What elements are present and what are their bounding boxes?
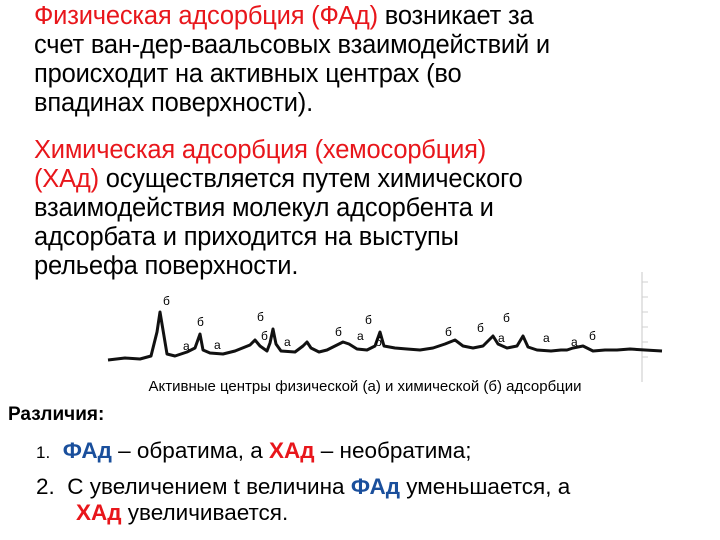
figure-caption: Активные центры физической (а) и химической (б) адсорбции xyxy=(148,378,582,395)
term-chemical-adsorption: Химическая адсорбция (хемосорбция) xyxy=(34,136,487,164)
item2-line-2 xyxy=(36,500,570,526)
item1-number: 1. xyxy=(36,443,51,462)
label-b-5: б xyxy=(335,325,342,339)
item1-fad: ФАд xyxy=(62,438,112,463)
label-b-1: б xyxy=(163,296,170,308)
item2-line-1 xyxy=(36,474,570,500)
para1-line-3: происходит на активных центрах (во xyxy=(34,60,462,88)
para2-line-5: рельефа поверхности. xyxy=(34,252,299,280)
para1-line-2: счет ван-дер-ваальсовых взаимодействий и xyxy=(34,31,550,59)
para2-line-3: взаимодействия молекул адсорбента и xyxy=(34,194,494,222)
label-b-2: б xyxy=(197,315,204,329)
label-b-8: б xyxy=(445,325,452,339)
differences-title: Различия: xyxy=(8,404,105,425)
label-b-11: б xyxy=(589,329,596,343)
item2-had: ХАд xyxy=(76,500,122,525)
para1-line-4: впадинах поверхности). xyxy=(34,89,313,117)
label-b-6: б xyxy=(365,313,372,327)
surface-profile-line xyxy=(108,312,662,360)
label-a-1: а xyxy=(183,339,190,353)
item2-text-1: С увеличением t величина xyxy=(67,474,351,499)
surface-relief-figure xyxy=(105,296,665,376)
difference-item-1 xyxy=(36,438,472,466)
label-a-7: а xyxy=(571,335,578,349)
label-b-3: б xyxy=(257,310,264,324)
para1-line-1 xyxy=(34,2,714,31)
para2-line-1 xyxy=(34,136,714,165)
item2-text-2: уменьшается, а xyxy=(400,474,571,499)
paragraph-chemical-adsorption xyxy=(34,136,714,281)
label-a-3: а xyxy=(284,335,291,349)
label-a-2: а xyxy=(214,338,221,352)
label-b-7: б xyxy=(375,335,382,349)
para2-line-2 xyxy=(34,165,714,194)
label-b-9: б xyxy=(477,321,484,335)
term-physical-adsorption: Физическая адсорбция (ФАд) xyxy=(34,2,378,30)
item2-number: 2. xyxy=(36,474,55,499)
term-had: (ХАд) xyxy=(34,165,99,193)
item1-had: ХАд xyxy=(268,438,315,463)
label-a-6: а xyxy=(543,331,550,345)
para2-text-1: осуществляется путем химического xyxy=(98,165,523,193)
para2-line-4: адсорбата и приходится на выступы xyxy=(34,223,459,251)
para1-text-1: возникает за xyxy=(377,2,534,30)
item1-text-1: – обратима, а xyxy=(111,438,269,463)
item2-text-3: увеличивается. xyxy=(121,500,289,525)
item2-fad: ФАд xyxy=(350,474,400,499)
label-b-10: б xyxy=(503,311,510,325)
label-b-4: б xyxy=(261,329,268,343)
label-a-5: а xyxy=(498,331,505,345)
difference-item-2 xyxy=(36,474,570,526)
label-a-4: а xyxy=(357,329,364,343)
item1-text-2: – необратима; xyxy=(314,438,472,463)
paragraph-physical-adsorption xyxy=(34,2,714,118)
